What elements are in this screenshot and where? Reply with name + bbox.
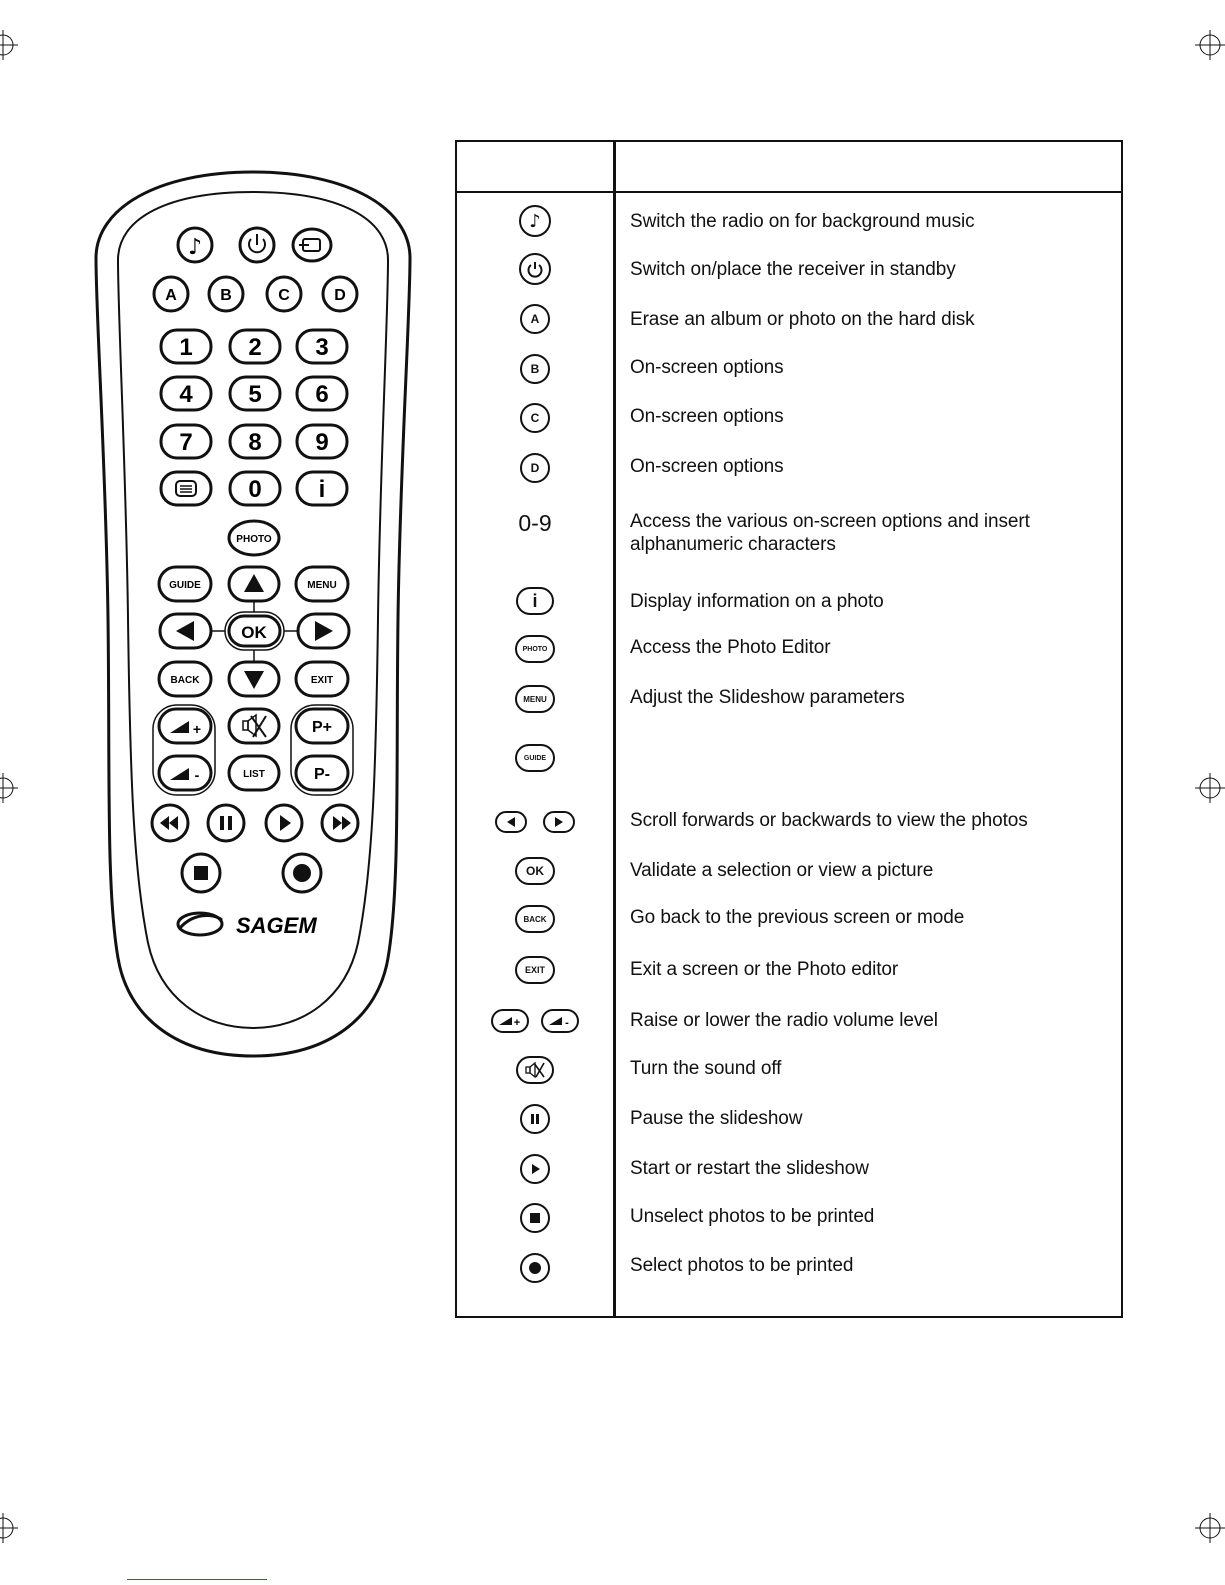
button-function-table	[455, 140, 1123, 1318]
registration-mark-top-right	[1195, 30, 1225, 60]
svg-text:3: 3	[315, 334, 329, 361]
svg-text:0: 0	[248, 476, 262, 503]
registration-mark-bottom-right	[1195, 1513, 1225, 1543]
row-description: Switch on/place the receiver in standby	[630, 259, 956, 280]
row-description: Go back to the previous screen or mode	[630, 907, 965, 928]
pause-button[interactable]	[208, 805, 244, 841]
svg-text:A: A	[165, 287, 177, 304]
a-button-icon: A	[520, 304, 550, 334]
sagem-logo-icon	[178, 913, 222, 935]
back-icon: BACK	[515, 905, 555, 933]
svg-text:EXIT: EXIT	[310, 675, 334, 686]
svg-text:LIST: LIST	[243, 769, 265, 780]
digit-9-button[interactable]	[297, 425, 347, 458]
svg-text:i: i	[318, 476, 326, 503]
row-description: Scroll forwards or backwards to view the photos	[630, 810, 1028, 831]
stop-button[interactable]	[182, 854, 220, 892]
digit-7-button[interactable]	[161, 425, 211, 458]
svg-text:6: 6	[315, 381, 329, 408]
exit-button[interactable]	[296, 662, 348, 696]
photo-button[interactable]	[229, 521, 279, 555]
svg-text:MENU: MENU	[307, 580, 337, 591]
row-description: Turn the sound off	[630, 1058, 782, 1079]
volume-up-icon	[491, 1009, 529, 1033]
svg-text:+: +	[513, 1017, 521, 1028]
row-description: Adjust the Slideshow parameters	[630, 687, 905, 708]
digit-8-button[interactable]	[230, 425, 280, 458]
svg-text:9: 9	[315, 429, 329, 456]
left-arrow-icon	[495, 811, 527, 833]
record-icon	[520, 1253, 550, 1283]
table-column-divider	[613, 142, 616, 1316]
program-up-button[interactable]	[296, 709, 348, 743]
svg-text:♪: ♪	[187, 235, 203, 260]
digit-1-button[interactable]	[161, 330, 211, 363]
info-button[interactable]	[297, 472, 347, 505]
right-arrow-button[interactable]	[298, 614, 349, 648]
left-right-arrows-icon	[457, 807, 613, 837]
fast-forward-button[interactable]	[322, 805, 358, 841]
registration-mark-mid-left	[0, 773, 18, 803]
teletext-button[interactable]	[161, 472, 211, 505]
guide-icon: GUIDE	[515, 744, 555, 772]
mute-icon	[516, 1056, 554, 1084]
down-arrow-button[interactable]	[229, 662, 279, 696]
digit-6-button[interactable]	[297, 377, 347, 410]
row-description: Select photos to be printed	[630, 1255, 854, 1276]
row-description: Access the various on-screen options and insert alphanumeric characters	[630, 511, 1030, 555]
svg-text:B: B	[220, 287, 232, 304]
volume-up-button[interactable]	[159, 709, 211, 743]
back-button[interactable]	[159, 662, 211, 696]
volume-up-down-icon	[457, 1006, 613, 1036]
info-icon: i	[516, 587, 554, 615]
music-note-icon: ♪	[519, 205, 551, 237]
record-button[interactable]	[283, 854, 321, 892]
svg-text:C: C	[278, 287, 290, 304]
right-arrow-icon	[543, 811, 575, 833]
row-description: Start or restart the slideshow	[630, 1158, 869, 1179]
row-description: Switch the radio on for background music	[630, 211, 975, 232]
svg-text:1: 1	[179, 334, 193, 361]
ok-icon: OK	[515, 857, 555, 885]
svg-text:+: +	[192, 721, 202, 737]
volume-down-button[interactable]	[159, 756, 211, 790]
remote-c-button[interactable]	[267, 277, 301, 311]
svg-text:GUIDE: GUIDE	[169, 580, 201, 591]
digit-3-button[interactable]	[297, 330, 347, 363]
power-button[interactable]	[240, 228, 274, 262]
left-arrow-button[interactable]	[160, 614, 211, 648]
registration-mark-bottom-left	[0, 1513, 18, 1543]
svg-text:P+: P+	[311, 719, 333, 736]
row-description: On-screen options	[630, 406, 784, 427]
row-description: Unselect photos to be printed	[630, 1206, 875, 1227]
stop-icon	[520, 1203, 550, 1233]
program-down-button[interactable]	[296, 756, 348, 790]
exit-icon: EXIT	[515, 956, 555, 984]
row-description: Exit a screen or the Photo editor	[630, 959, 899, 980]
row-description: Erase an album or photo on the hard disk	[630, 309, 975, 330]
photo-icon: PHOTO	[515, 635, 555, 663]
list-button[interactable]	[229, 756, 279, 790]
table-header-row	[457, 142, 1121, 193]
ok-button[interactable]	[225, 612, 284, 650]
play-button[interactable]	[266, 805, 302, 841]
remote-a-button[interactable]	[154, 277, 188, 311]
up-arrow-button[interactable]	[229, 567, 279, 601]
d-button-icon: D	[520, 453, 550, 483]
pause-icon	[520, 1104, 550, 1134]
rewind-button[interactable]	[152, 805, 188, 841]
svg-text:BACK: BACK	[170, 675, 200, 686]
row-description: Raise or lower the radio volume level	[630, 1010, 938, 1031]
input-source-button[interactable]	[293, 229, 331, 261]
row-description: On-screen options	[630, 357, 784, 378]
svg-text:7: 7	[179, 429, 193, 456]
digits-label: 0-9	[518, 509, 552, 536]
svg-text:PHOTO: PHOTO	[236, 534, 272, 545]
mute-button[interactable]	[229, 709, 279, 743]
music-button[interactable]	[178, 228, 212, 262]
svg-text:5: 5	[248, 381, 262, 408]
svg-text:-: -	[565, 1017, 569, 1028]
svg-text:8: 8	[248, 429, 262, 456]
svg-text:D: D	[334, 287, 346, 304]
registration-mark-top-left	[0, 30, 18, 60]
remote-b-button[interactable]	[209, 277, 243, 311]
row-description: Access the Photo Editor	[630, 637, 831, 658]
remote-inner-shell	[118, 192, 388, 1028]
guide-button[interactable]	[159, 567, 211, 601]
volume-down-icon	[541, 1009, 579, 1033]
remote-d-button[interactable]	[323, 277, 357, 311]
digit-0-button[interactable]	[230, 472, 280, 505]
svg-text:2: 2	[248, 334, 262, 361]
svg-text:4: 4	[179, 381, 193, 408]
row-description: Display information on a photo	[630, 591, 884, 612]
c-button-icon: C	[520, 403, 550, 433]
power-icon	[519, 253, 551, 285]
remote-control-illustration	[88, 168, 418, 1063]
svg-text:P-: P-	[314, 766, 330, 783]
digit-4-button[interactable]	[161, 377, 211, 410]
crop-line	[127, 1579, 267, 1580]
digit-5-button[interactable]	[230, 377, 280, 410]
menu-button[interactable]	[296, 567, 348, 601]
registration-mark-mid-right	[1195, 773, 1225, 803]
row-description: Pause the slideshow	[630, 1108, 803, 1129]
svg-text:OK: OK	[241, 623, 267, 642]
b-button-icon: B	[520, 354, 550, 384]
svg-text:-: -	[194, 767, 200, 783]
row-description: On-screen options	[630, 456, 784, 477]
menu-icon: MENU	[515, 685, 555, 713]
play-icon	[520, 1154, 550, 1184]
digit-2-button[interactable]	[230, 330, 280, 363]
row-description: Validate a selection or view a picture	[630, 860, 934, 881]
brand-name: SAGEM	[236, 913, 317, 938]
